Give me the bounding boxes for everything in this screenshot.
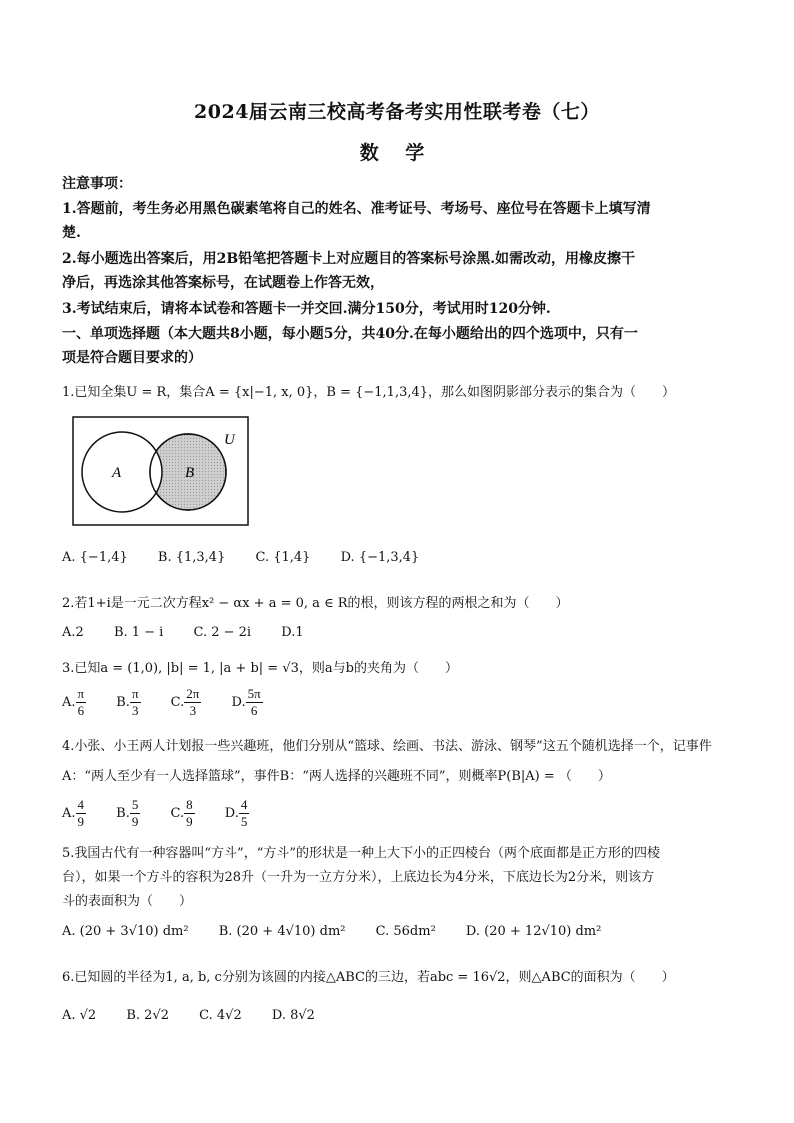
question-5-stem-cont-2: 斗的表面积为（ ） xyxy=(62,894,193,909)
q1-option-b: B. {1,3,4} xyxy=(157,550,226,565)
q3-option-c: C. $\frac{2\pi}{3}$ xyxy=(170,686,200,718)
q1-option-a: A. {−1,4} xyxy=(62,550,128,565)
q1-option-d: D. {−1,3,4} xyxy=(340,550,420,565)
note-2: 2.每小题选出答案后，用2B铅笔把答题卡上对应题目的答案标号涂黑.如需改动，用橡皮擦干 xyxy=(62,251,636,267)
question-3-options xyxy=(62,686,742,719)
section-heading: 一、单项选择题（本大题共8小题，每小题5分，共40分.在每小题给出的四个选项中，只有一 xyxy=(62,326,638,342)
question-1-stem: 1.已知全集U = R，集合A = {x|−1, x, 0}，B = {−1,1,3,4}，那么如图阴影部分表示的集合为（ ） xyxy=(62,385,676,400)
question-5-options xyxy=(62,924,742,939)
question-2-stem: 2.若1+i是一元二次方程x² − αx + a = 0, a ∈ R的根，则该方程的两根之和为（ ） xyxy=(62,596,569,611)
q3-option-d: D. $\frac{5\pi}{6}$ xyxy=(231,686,261,718)
question-1-options xyxy=(62,550,742,565)
question-4-options xyxy=(62,797,742,830)
q4-option-a: A. $\frac{4}{9}$ xyxy=(62,797,85,829)
question-3-stem: 3.已知a = (1,0), |b| = 1, |a + b| = √3，则a与b的夹角为（ ） xyxy=(62,661,458,676)
question-5-stem-cont-1: 台），如果一个方斗的容积为28升（一升为一立方分米），上底边长为4分米，下底边长为2分米，则该方 xyxy=(62,870,655,885)
q4-option-c: C. $\frac{8}{9}$ xyxy=(170,797,193,829)
q2-option-a: A.2 xyxy=(62,625,84,640)
notes-heading: 注意事项： xyxy=(62,176,132,192)
q1-option-c: C. {1,4} xyxy=(255,550,311,565)
q5-option-c: C. 56dm² xyxy=(375,924,436,939)
note-2-cont: 净后，再选涂其他答案标号，在试题卷上作答无效， xyxy=(62,275,384,291)
venn-label-b: B xyxy=(185,465,195,481)
venn-label-a: A xyxy=(112,465,122,481)
question-4-stem: 4.小张、小王两人计划报一些兴趣班，他们分别从“篮球、绘画、书法、游泳、钢琴”这五个随机选择一个，记事件 xyxy=(62,739,712,754)
note-1: 1.答题前，考生务必用黑色碳素笔将自己的姓名、准考证号、考场号、座位号在答题卡上填写清 xyxy=(62,201,651,217)
q3-option-a: A. $\frac{\pi}{6}$ xyxy=(62,686,85,718)
q5-option-a: A. (20 + 3√10) dm² xyxy=(62,924,189,939)
question-5-stem: 5.我国古代有一种容器叫“方斗”，“方斗”的形状是一种上大下小的正四棱台（两个底面都是正方形的四棱 xyxy=(62,846,660,861)
q6-option-b: B. 2√2 xyxy=(126,1008,170,1023)
question-4-stem-cont: A：“两人至少有一人选择篮球”，事件B：“两人选择的兴趣班不同”，则概率P(B|A) = （ ） xyxy=(62,769,611,784)
q6-option-a: A. √2 xyxy=(62,1008,97,1023)
subject-title: 数 学 xyxy=(359,142,435,164)
q4-option-d: D. $\frac{4}{5}$ xyxy=(224,797,248,829)
q6-option-c: C. 4√2 xyxy=(199,1008,242,1023)
page-title: 2024届云南三校高考备考实用性联考卷（七） xyxy=(194,101,600,123)
question-2-options xyxy=(62,625,742,640)
q2-option-d: D.1 xyxy=(281,625,304,640)
question-6-options xyxy=(62,1008,742,1023)
question-6-stem: 6.已知圆的半径为1, a, b, c分别为该圆的内接△ABC的三边，若abc = 16√2，则△ABC的面积为（ ） xyxy=(62,970,675,985)
q6-option-d: D. 8√2 xyxy=(271,1008,315,1023)
note-3: 3.考试结束后，请将本试卷和答题卡一并交回.满分150分，考试用时120分钟. xyxy=(62,301,551,317)
venn-diagram xyxy=(72,416,250,528)
venn-label-u: U xyxy=(224,432,235,448)
q4-option-b: B. $\frac{5}{9}$ xyxy=(116,797,139,829)
q2-option-b: B. 1 − i xyxy=(113,625,164,640)
note-1-cont: 楚. xyxy=(62,225,81,241)
section-heading-cont: 项是符合题目要求的） xyxy=(62,350,202,366)
q5-option-b: B. (20 + 4√10) dm² xyxy=(218,924,346,939)
q3-option-b: B. $\frac{\pi}{3}$ xyxy=(116,686,139,718)
q2-option-c: C. 2 − 2i xyxy=(193,625,252,640)
q5-option-d: D. (20 + 12√10) dm² xyxy=(465,924,602,939)
